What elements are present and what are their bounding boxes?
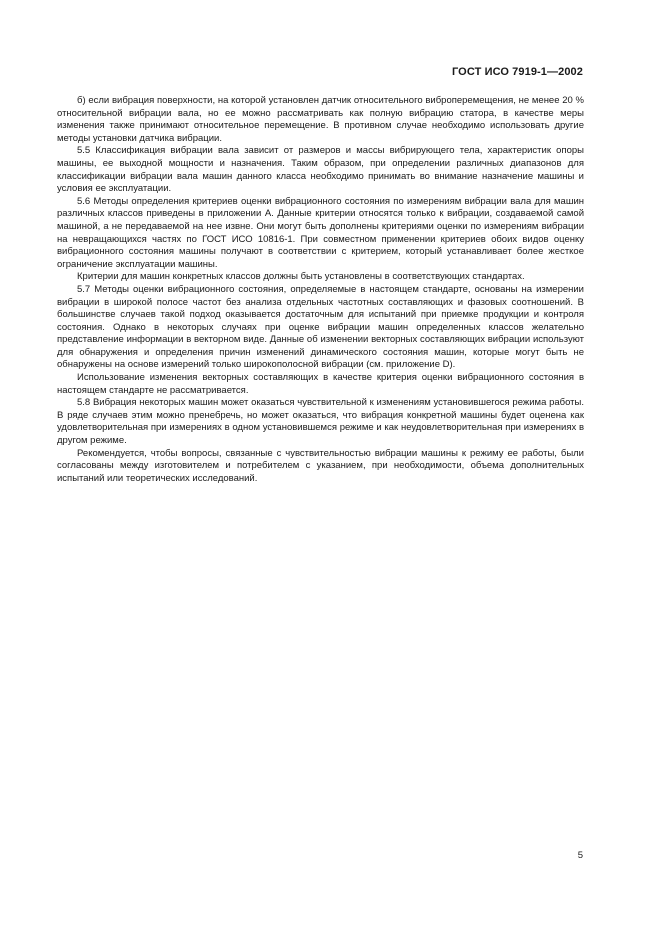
paragraph-5-7-assessment-methods: 5.7 Методы оценки вибрационного состояния, определяемые в настоящем стандарте, основаны на измерении вибрации в широкой полосе частот без анализа отдельных частотных составляющих и фазовых соотношений. В большинстве случаев такой подход оказывается достаточным для испытаний при приемке продукции и контроля состояния. Однако в некоторых случаях при оценке вибрации машин определенных классов желательно представление информации в векторном виде. Данные об изменении векторных составляющих вибрации используют для обнаружения и определения причин изменений динамического состояния машин, которые могут быть не обнаружены на основе измерений только широкополосной вибрации (см. приложение D). bbox=[57, 283, 584, 371]
paragraph-5-6-criteria-methods: 5.6 Методы определения критериев оценки вибрационного состояния по измерениям вибрации вала для машин различных классов приведены в приложении А. Данные критерии относятся только к вибрации, создаваемой самой машиной, а не передаваемой на нее извне. Они могут быть дополнены критериями оценки по измерениям вибрации на невращающихся частях по ГОСТ ИСО 10816-1. При совместном применении критериев обоих видов оценку вибрационного состояния машины получают в соответствии с критерием, который устанавливает более жесткое ограничение эксплуатации машины. bbox=[57, 195, 584, 270]
paragraph-vector-components: Использование изменения векторных составляющих в качестве критерия оценки вибрационного состояния в настоящем стандарте не рассматривается. bbox=[57, 372, 584, 396]
paragraph-recommendation: Рекомендуется, чтобы вопросы, связанные с чувствительностью вибрации машины к режиму ее работы, были согласованы между изготовителем и потребителем с указанием, при необходимости, объема дополнительных испытаний или теоретических исследований. bbox=[57, 447, 584, 484]
page-number bbox=[578, 850, 583, 861]
standard-id: ГОСТ ИСО 7919-1—2002 bbox=[451, 66, 583, 78]
paragraph-5-8-operating-mode: 5.8 Вибрация некоторых машин может оказаться чувствительной к изменениям установившегося режима работы. В ряде случаев этим можно пренебречь, но может оказаться, что вибрация конкретной машины будет оценена как удовлетворительная при измерениях в одном установившемся режиме и как неудовлетворительная при измерениях в другом режиме. bbox=[57, 397, 584, 447]
document-body bbox=[57, 95, 584, 485]
paragraph-criteria-standards: Критерии для машин конкретных классов должны быть установлены в соответствующих стандартах. bbox=[77, 271, 525, 283]
document-header bbox=[452, 66, 583, 78]
page-number-value: 5 bbox=[577, 850, 583, 861]
paragraph-b-sensor-mounting: б) если вибрация поверхности, на которой установлен датчик относительного виброперемещения, не менее 20 % относительной вибрации вала, но ее можно рассматривать как полную вибрацию статора, в качестве меры изменения также принимают относительное перемещение. В противном случае необходимо использовать другие методы установки датчика вибрации. bbox=[57, 95, 584, 144]
paragraph-5-5-classification: 5.5 Классификация вибрации вала зависит от размеров и массы вибрирующего тела, характеристик опоры машины, ее выходной мощности и назначения. Таким образом, при определении различных диапазонов для классификации вибрации вала машин данного класса необходимо принимать во внимание назначение машины и условия ее эксплуатации. bbox=[57, 145, 584, 195]
